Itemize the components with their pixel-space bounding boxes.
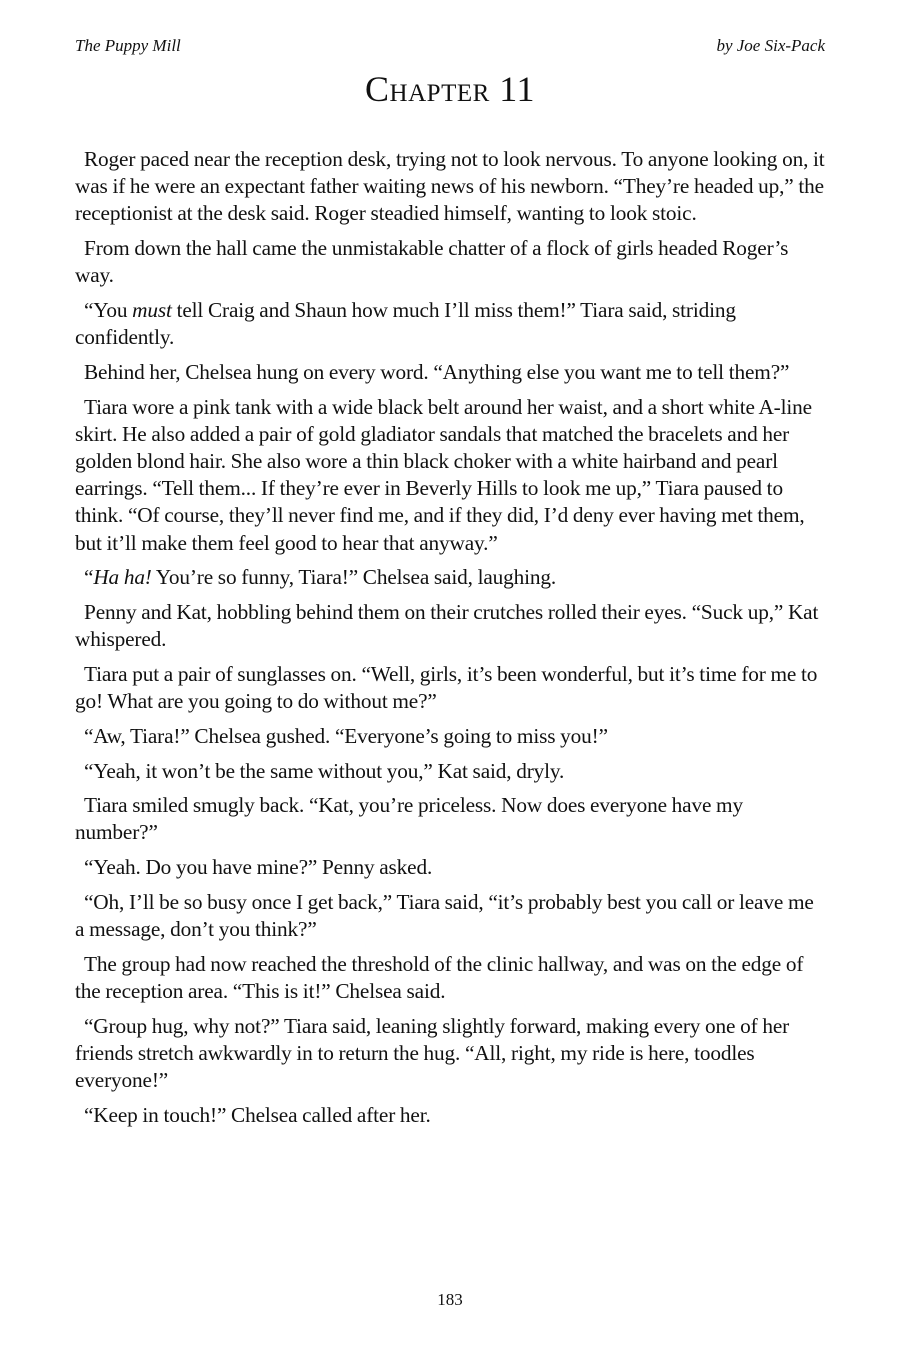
- paragraph: [75, 758, 827, 785]
- text-run: Tiara put a pair of sunglasses on. “Well, girls, it’s been wonderful, but it’s time for me to go! What are you going to do without me?”: [75, 661, 818, 714]
- text-run: Penny and Kat, hobbling behind them on their crutches rolled their eyes. “Suck up,” Kat whispered.: [75, 600, 819, 652]
- paragraph: [75, 723, 827, 750]
- text-run: “Oh, I’ll be so busy once I get back,” Tiara said, “it’s probably best you call or leave me a message, don’t you think?”: [75, 889, 814, 942]
- running-header: [75, 36, 825, 60]
- paragraph: [75, 146, 827, 228]
- text-run: “Group hug, why not?” Tiara said, leaning slightly forward, making every one of her friends stretch awkwardly in to return the hug. “All, right, my ride is here, toodles everyone!”: [75, 1013, 790, 1093]
- text-run: “Aw, Tiara!” Chelsea gushed. “Everyone’s going to miss you!”: [84, 723, 608, 748]
- page-number: 183: [437, 1290, 463, 1309]
- paragraph: [75, 1102, 827, 1129]
- chapter-heading: Chapter 11: [365, 69, 535, 109]
- paragraph: [75, 359, 827, 386]
- text-run: The group had now reached the threshold of the clinic hallway, and was on the edge of the reception area. “This is it!” Chelsea said.: [75, 951, 804, 1003]
- text-run: Roger paced near the reception desk, trying not to look nervous. To anyone looking on, it was if he were an expectant father waiting news of his newborn. “They’re headed up,” the receptionist at the desk said. Roger steadied himself, wanting to look stoic.: [75, 147, 825, 226]
- italic-text: Ha ha!: [93, 565, 152, 590]
- paragraph: [75, 564, 827, 591]
- text-run: tell Craig and Shaun how much I’ll miss them!” Tiara said, striding confidently.: [75, 298, 736, 350]
- text-run: From down the hall came the unmistakable chatter of a flock of girls headed Roger’s way.: [75, 236, 789, 288]
- paragraph: [75, 235, 827, 289]
- text-run: “: [84, 565, 94, 590]
- text-run: Tiara wore a pink tank with a wide black belt around her waist, and a short white A-line skirt. He also added a pair of gold gladiator sandals that matched the bracelets and her golden blond hair. She also wore a thin black choker with a white hairband and pearl earrings. “Tell them... If they’re ever in Beverly Hills to look me up,” Tiara paused to think. “Of course, they’ll never find me, and if they did, I’d deny ever having met them, but it’ll make them feel good to hear that anyway.”: [75, 394, 812, 555]
- text-run: You’re so funny, Tiara!” Chelsea said, laughing.: [151, 565, 557, 590]
- text-run: Behind her, Chelsea hung on every word. “Anything else you want me to tell them?”: [84, 359, 790, 384]
- paragraph: [75, 394, 827, 557]
- text-run: “Yeah. Do you have mine?” Penny asked.: [84, 855, 433, 880]
- paragraph: [75, 854, 827, 881]
- text-run: “You: [84, 298, 133, 323]
- paragraph: [75, 1013, 827, 1095]
- text-run: “Keep in touch!” Chelsea called after her.: [84, 1102, 431, 1127]
- paragraph: [75, 951, 827, 1005]
- paragraph: [75, 661, 827, 715]
- paragraph: [75, 599, 827, 653]
- chapter-body: [75, 146, 827, 1137]
- book-title: The Puppy Mill: [75, 36, 181, 55]
- author-byline: by Joe Six-Pack: [716, 36, 825, 55]
- text-run: “Yeah, it won’t be the same without you,” Kat said, dryly.: [84, 758, 565, 783]
- italic-text: must: [132, 298, 172, 323]
- paragraph: [75, 297, 827, 351]
- paragraph: [75, 792, 827, 846]
- text-run: Tiara smiled smugly back. “Kat, you’re priceless. Now does everyone have my number?”: [75, 793, 743, 845]
- paragraph: [75, 889, 827, 943]
